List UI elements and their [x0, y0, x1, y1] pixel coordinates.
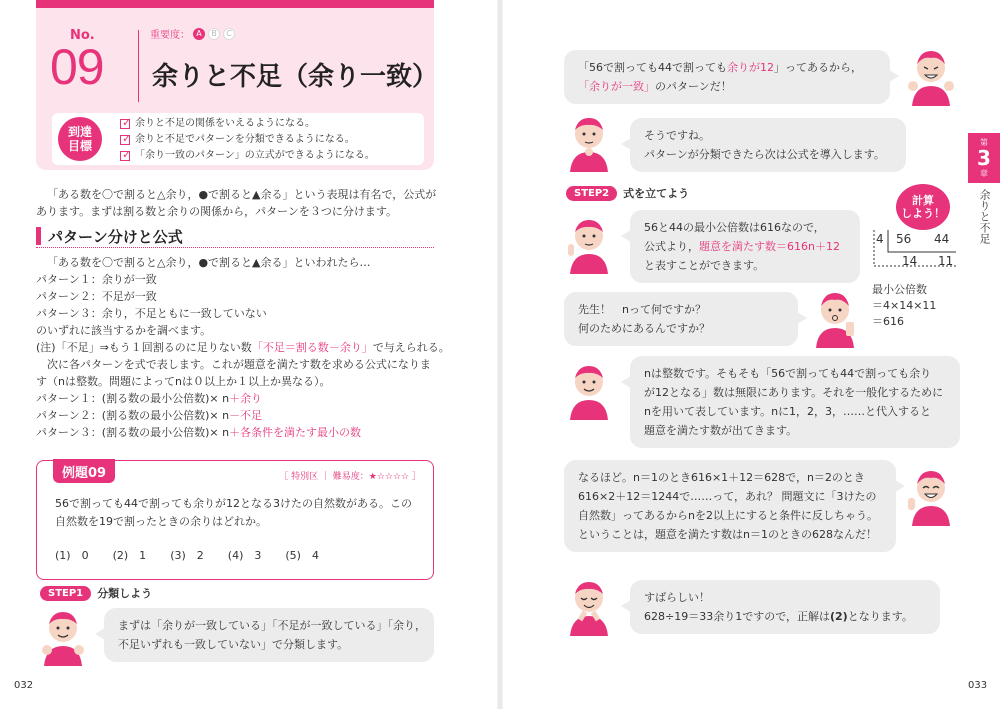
calc-badge: [896, 184, 950, 230]
goal-text: 「余り一致のパターン」の立式ができるようになる。: [135, 150, 375, 161]
bubble-text: のパターンだ！: [655, 80, 732, 93]
formula-highlight: ＋余り: [229, 392, 263, 405]
bubble-line: 題意を満たす数が出てきます。: [644, 424, 798, 437]
bubble-text: 628÷19＝33余り1ですので，正解は: [644, 610, 830, 623]
bubble-line: すばらしい！: [644, 591, 710, 604]
lcm-line: ＝4×14×11: [872, 299, 937, 312]
step1-heading: [40, 585, 152, 601]
formula-line: [36, 390, 450, 407]
note-prefix: (注)「不足」⇒もう１回割るのに足りない数: [36, 341, 252, 354]
lesson-number: 09: [50, 39, 104, 95]
checkbox-icon: [120, 151, 130, 161]
header-divider: [138, 30, 139, 102]
goal-badge-line1: 到達: [67, 125, 92, 139]
lcm-line: 最小公倍数: [872, 283, 927, 296]
bubble-text: 「56で割っても44で割っても: [578, 61, 727, 74]
section-line: パターン３：余り，不足ともに一致していない: [36, 307, 267, 320]
teacher-bubble-3: [630, 210, 860, 283]
bubble-text: 公式より，: [644, 240, 699, 253]
goal-badge-line2: 目標: [67, 139, 92, 153]
bubble-line: なるほど。n＝1のとき616×1＋12＝628で，n＝2のとき: [578, 471, 865, 484]
bubble-line: が12となる」数は無限にあります。それを一般化するために: [644, 386, 944, 399]
formula-highlight: －不足: [229, 409, 263, 422]
formula-line: [36, 407, 450, 424]
formula-prefix: パターン２：(割る数の最小公倍数)× n: [36, 409, 230, 422]
example-meta: ［ 特別区 ｜ 難易度：★☆☆☆☆ ］: [279, 472, 421, 482]
section-line: パターン１：余りが一致: [36, 273, 157, 286]
division-divisor: 4: [876, 232, 884, 246]
chapter-tab: [968, 133, 1000, 283]
student-bubble-1: [564, 50, 890, 104]
bubble-line: [578, 58, 876, 77]
example-question: [55, 495, 412, 531]
bubble-line: そうですね。: [644, 129, 710, 142]
choice-1[interactable]: (1) 0: [55, 549, 89, 562]
page-number-right: 033: [968, 680, 988, 691]
importance-level-b: B: [208, 28, 220, 40]
chapter-badge: [968, 133, 1000, 183]
calc-badge-line1: 計算: [912, 194, 934, 207]
lcm-line: ＝616: [872, 315, 904, 328]
bubble-line: まずは「余りが一致している」「不足が一致している」「余り，: [118, 619, 426, 632]
example-box: [36, 460, 434, 580]
bubble-line: nを用いて表しています。nに1，2，3，……と代入すると: [644, 405, 932, 418]
teacher-character-icon: [40, 606, 86, 666]
bubble-line: 自然数」ってあるからnを2以上にすると条件に反しちゃう。: [578, 509, 878, 522]
choice-4[interactable]: (4) 3: [227, 549, 262, 562]
question-line: 56で割っても44で割っても余りが12となる3けたの自然数がある。この: [55, 497, 412, 510]
student-bubble-4: [564, 292, 798, 346]
importance-label: 重要度：: [150, 30, 190, 41]
bubble-line: パターンが分類できたら次は公式を導入します。: [644, 148, 885, 161]
student-character-icon: [812, 288, 858, 348]
note-highlight: 「不足＝割る数－余り」: [251, 341, 373, 354]
section-line: 「ある数を〇で割ると△余り，●で割ると▲余る」といわれたら…: [47, 256, 371, 269]
formula-prefix: パターン３：(割る数の最小公倍数)× n: [36, 426, 230, 439]
intro-paragraph: [36, 186, 436, 220]
section-line: パターン２：不足が一致: [36, 290, 157, 303]
goal-item: [120, 148, 375, 164]
bubble-line: ということは，題意を満たす数はn＝1のときの628なんだ！: [578, 528, 877, 541]
importance-level-c: C: [223, 28, 235, 40]
goal-text: 余りと不足でパターンを分類できるようになる。: [135, 134, 355, 145]
goal-item: [120, 132, 375, 148]
student-bubble-6: [564, 460, 896, 552]
choice-2[interactable]: (2) 1: [112, 549, 147, 562]
lcm-calculation: [872, 282, 936, 330]
section-bar: [36, 227, 41, 245]
division-value-b: 44: [934, 232, 950, 246]
step1-speech-bubble: [104, 608, 434, 662]
goal-list: [120, 116, 375, 164]
note-suffix: で与えられる。: [372, 341, 450, 354]
step1-text: 分類しよう: [97, 587, 153, 600]
division-quotient-a: 14: [902, 254, 918, 268]
bubble-text: 」ってあるから，: [774, 61, 862, 74]
chapter-prefix: 第: [980, 138, 988, 147]
bubble-line: [578, 77, 876, 96]
bubble-line: 不足いずれも一致していない」で分類します。: [118, 638, 349, 651]
question-line: 自然数を19で割ったときの余りはどれか。: [55, 515, 267, 528]
checkbox-icon: [120, 135, 130, 145]
teacher-character-icon: [566, 214, 612, 274]
pattern-section: [36, 254, 450, 441]
section-line: のいずれに該当するかを調べます。: [36, 324, 212, 337]
goal-badge: [58, 117, 102, 161]
teacher-character-icon: [566, 112, 612, 172]
student-character-icon: [908, 466, 954, 526]
teacher-character-icon: [566, 576, 612, 636]
bubble-line: 先生！ nって何ですか？: [578, 303, 706, 316]
chapter-title: 余りと不足: [978, 189, 991, 244]
goal-text: 余りと不足の関係をいえるようになる。: [135, 118, 315, 129]
bubble-highlight: 余りが12: [727, 61, 774, 74]
section-title: パターン分けと公式: [48, 228, 183, 246]
teacher-bubble-2: [630, 118, 906, 172]
division-value-a: 56: [896, 232, 912, 246]
step2-heading: [566, 185, 689, 201]
bubble-line: nは整数です。そもそも「56で割っても44で割っても余り: [644, 367, 932, 380]
formula-highlight: ＋各条件を満たす最小の数: [229, 426, 362, 439]
goal-box: [52, 113, 424, 165]
lesson-no-label: No.: [70, 28, 95, 43]
step2-badge: STEP2: [566, 186, 617, 201]
teacher-bubble-5: [630, 356, 960, 448]
intro-line: 「ある数を〇で割ると△余り，●で割ると▲余る」という表現は有名で，公式が: [47, 188, 437, 201]
bubble-line: 何のためにあるんですか？: [578, 322, 710, 335]
chapter-number: 3: [977, 146, 991, 170]
checkbox-icon: [120, 119, 130, 129]
goal-item: [120, 116, 375, 132]
division-ladder: [870, 226, 960, 278]
choice-3[interactable]: (3) 2: [170, 549, 204, 562]
formula-prefix: パターン１：(割る数の最小公倍数)× n: [36, 392, 230, 405]
answer-choices: [55, 547, 319, 563]
page-number-left: 032: [14, 680, 34, 691]
bubble-highlight: 題意を満たす数＝616n＋12: [699, 240, 840, 253]
bubble-line: 616×2＋12＝1244で……って，あれ？ 問題文に「3けたの: [578, 490, 877, 503]
step2-text: 式を立てよう: [623, 187, 690, 200]
lesson-title: 余りと不足（余り一致）: [152, 62, 439, 92]
formula-intro-line: す（nは整数。問題によってnは０以上か１以上か異なる）。: [36, 375, 331, 388]
answer-highlight: (2): [829, 610, 848, 623]
formula-intro-line: 次に各パターンを式で表します。これが題意を満たす数を求める公式になりま: [47, 358, 431, 371]
bubble-line: [644, 237, 846, 256]
section-heading: [36, 224, 434, 248]
teacher-character-icon: [566, 360, 612, 420]
bubble-text: となります。: [847, 610, 913, 623]
bubble-line: 56と44の最小公倍数は616なので，: [644, 221, 825, 234]
calc-badge-line2: しよう！: [901, 207, 945, 220]
lesson-header: [36, 8, 439, 170]
formula-line: [36, 424, 450, 441]
importance-level-a: A: [193, 28, 205, 40]
chapter-suffix: 章: [980, 169, 988, 178]
teacher-bubble-7: [630, 580, 940, 634]
intro-line: あります。まずは割る数と余りの関係から，パターンを３つに分けます。: [36, 205, 398, 218]
step1-badge: STEP1: [40, 586, 91, 601]
student-character-icon: [908, 46, 954, 106]
bubble-line: と表すことができます。: [644, 259, 765, 272]
example-tab: 例題09: [53, 459, 115, 483]
importance-rating: [150, 26, 235, 41]
bubble-line: [644, 607, 926, 626]
note-line: [36, 339, 450, 356]
header-top-bar: [36, 0, 434, 8]
division-quotient-b: 11: [938, 254, 954, 268]
choice-5[interactable]: (5) 4: [285, 549, 319, 562]
bubble-highlight: 「余りが一致」: [578, 80, 655, 93]
